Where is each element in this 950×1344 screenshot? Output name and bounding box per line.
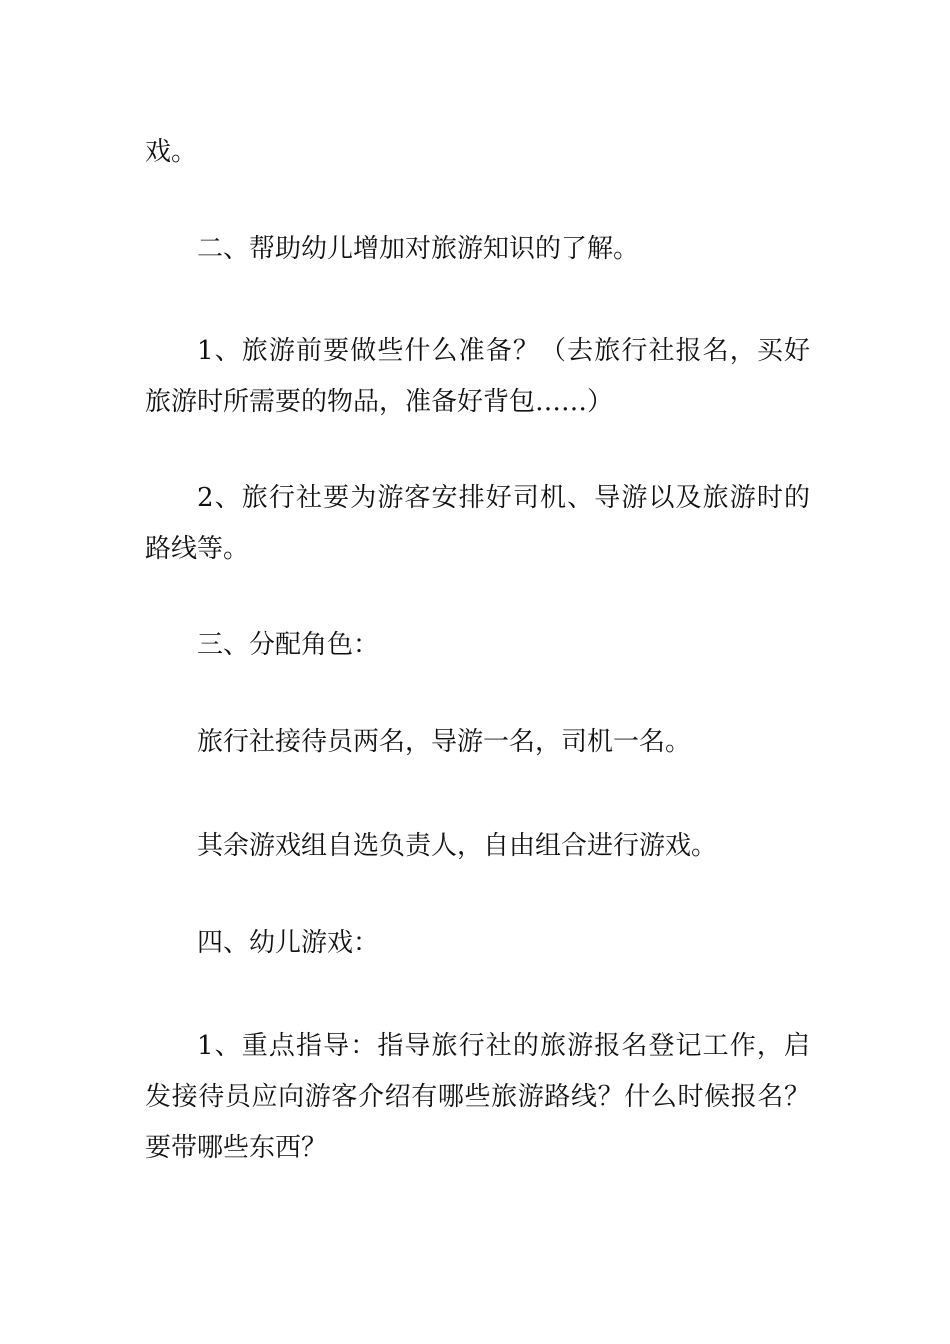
section-heading-2: 二、帮助幼儿增加对旅游知识的了解。 bbox=[197, 234, 640, 264]
paragraph-key-guidance: 1、重点指导：指导旅行社的旅游报名登记工作，启发接待员应向游客介绍有哪些旅游路线？什么时候报名？要带哪些东西？ bbox=[145, 1031, 810, 1163]
paragraph-other-groups: 其余游戏组自选负责人，自由组合进行游戏。 bbox=[197, 831, 718, 861]
paragraph-travel-agency-arrangements: 2、旅行社要为游客安排好司机、导游以及旅游时的路线等。 bbox=[145, 483, 810, 564]
paragraph-role-allocation: 旅行社接待员两名，导游一名，司机一名。 bbox=[197, 727, 692, 757]
section-heading-3: 三、分配角色： bbox=[197, 630, 380, 660]
paragraph-continuation: 戏。 bbox=[145, 137, 198, 167]
section-heading-4: 四、幼儿游戏： bbox=[197, 928, 380, 958]
paragraph-travel-preparation: 1、旅游前要做些什么准备？（去旅行社报名，买好旅游时所需要的物品，准备好背包……） bbox=[145, 336, 810, 417]
